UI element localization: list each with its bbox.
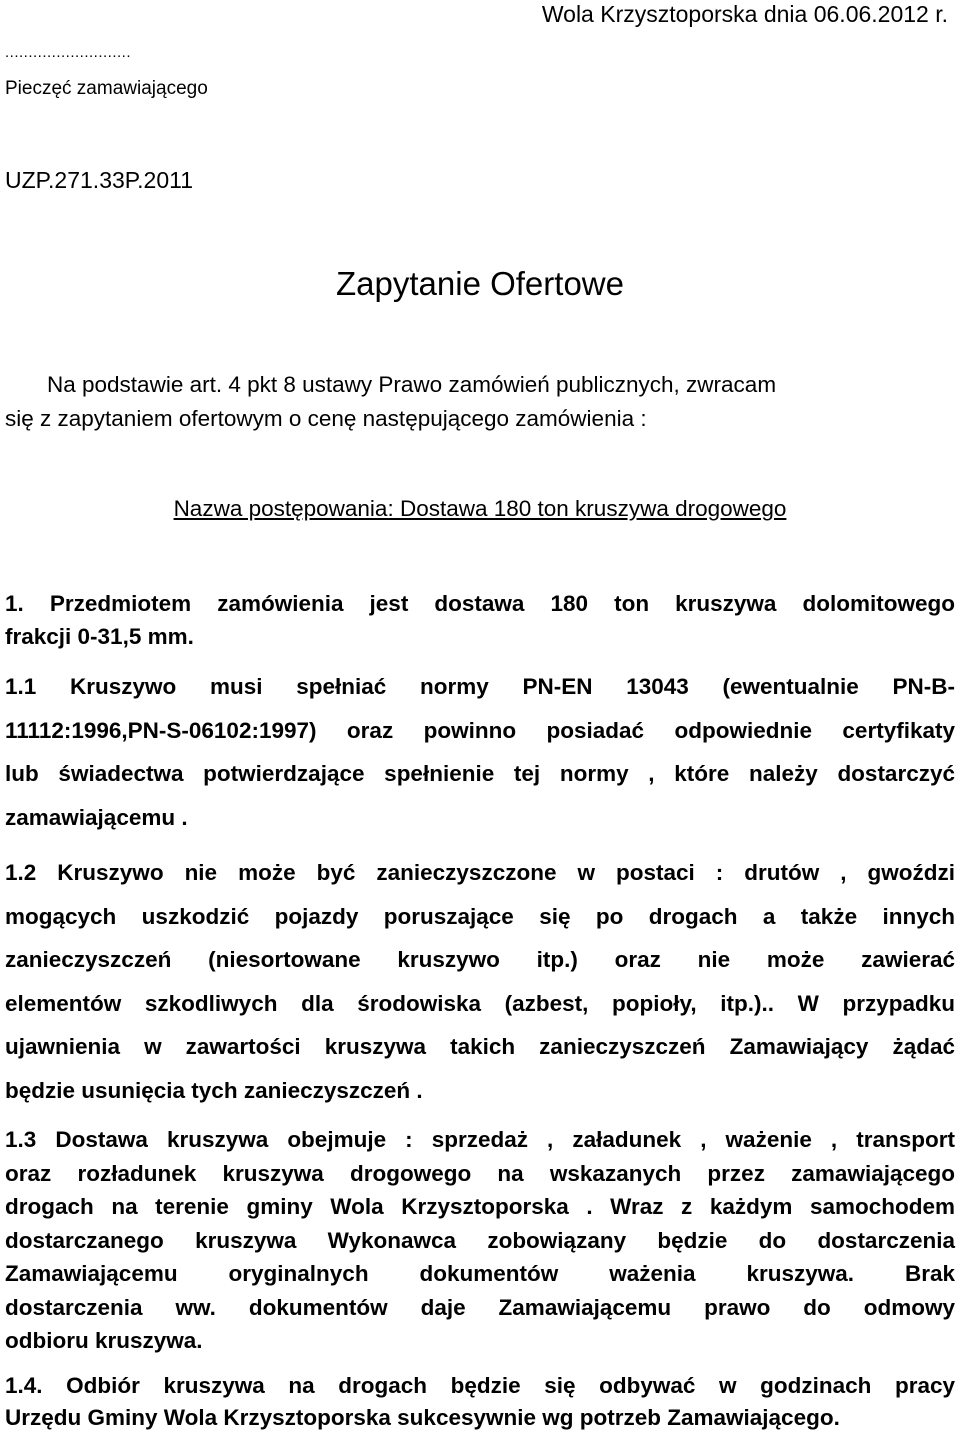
section-line: 11112:1996,PN-S-06102:1997) oraz powinno posiadać odpowiednie certyfikaty xyxy=(5,717,955,743)
intro-paragraph xyxy=(5,368,950,436)
section-line: 1.3 Dostawa kruszywa obejmuje : sprzedaż , załadunek , ważenie , transport xyxy=(5,1127,955,1152)
intro-line: Na podstawie art. 4 pkt 8 ustawy Prawo zamówień publicznych, zwracam xyxy=(47,372,777,397)
section-line: 1.2 Kruszywo nie może być zanieczyszczone w postaci : drutów , gwoździ xyxy=(5,860,955,885)
section-line: zamawiającemu . xyxy=(5,804,188,830)
section-line: lub świadectwa potwierdzające spełnienie tej normy , które należy dostarczyć xyxy=(5,761,955,786)
section-line: oraz rozładunek kruszywa drogowego na wskazanych przez zamawiającego xyxy=(5,1160,955,1186)
section-1-2 xyxy=(5,851,955,1112)
section-1-3 xyxy=(5,1123,955,1358)
document-title: Zapytanie Ofertowe xyxy=(336,265,624,302)
section-line: zanieczyszczeń (niesortowane kruszywo itp.) oraz nie może zawierać xyxy=(5,947,955,972)
section-1-4 xyxy=(5,1370,955,1434)
reference-number: UZP.271.33P.2011 xyxy=(5,167,193,193)
procedure-name xyxy=(0,495,960,523)
section-line: będzie usunięcia tych zanieczyszczeń . xyxy=(5,1077,423,1103)
intro-line: się z zapytaniem ofertowym o cenę następującego zamówienia : xyxy=(5,406,647,431)
section-line: drogach na terenie gminy Wola Krzysztoporska . Wraz z każdym samochodem xyxy=(5,1194,955,1219)
section-line: mogących uszkodzić pojazdy poruszające się po drogach a także innych xyxy=(5,903,955,929)
section-line: 1.4. Odbiór kruszywa na drogach będzie się odbywać w godzinach pracy xyxy=(5,1373,955,1398)
section-line: dostarczanego kruszywa Wykonawca zobowiązany będzie do dostarczenia xyxy=(5,1227,955,1253)
section-1 xyxy=(5,587,955,653)
section-line: elementów szkodliwych dla środowiska (azbest, popioły, itp.).. W przypadku xyxy=(5,990,955,1016)
procedure-name-text: Nazwa postępowania: Dostawa 180 ton kruszywa drogowego xyxy=(173,496,787,521)
section-line: 1. Przedmiotem zamówienia jest dostawa 180 ton kruszywa dolomitowego xyxy=(5,591,955,616)
section-line: frakcji 0-31,5 mm. xyxy=(5,624,194,649)
section-line: Zamawiającemu oryginalnych dokumentów ważenia kruszywa. Brak xyxy=(5,1261,955,1286)
section-line: odbioru kruszywa. xyxy=(5,1328,203,1353)
section-line: dostarczenia ww. dokumentów daje Zamawiającemu prawo do odmowy xyxy=(5,1294,955,1320)
stamp-label: Pieczęć zamawiającego xyxy=(5,78,208,99)
document-date: Wola Krzysztoporska dnia 06.06.2012 r. xyxy=(541,1,948,27)
stamp-placeholder-dots: ........................... xyxy=(5,44,132,61)
section-1-1 xyxy=(5,665,955,839)
section-line: Urzędu Gminy Wola Krzysztoporska sukcesywnie wg potrzeb Zamawiającego. xyxy=(5,1405,840,1430)
section-line: ujawnienia w zawartości kruszywa takich zanieczyszczeń Zamawiający żądać xyxy=(5,1034,955,1059)
section-line: 1.1 Kruszywo musi spełniać normy PN-EN 13043 (ewentualnie PN-B- xyxy=(5,674,955,699)
